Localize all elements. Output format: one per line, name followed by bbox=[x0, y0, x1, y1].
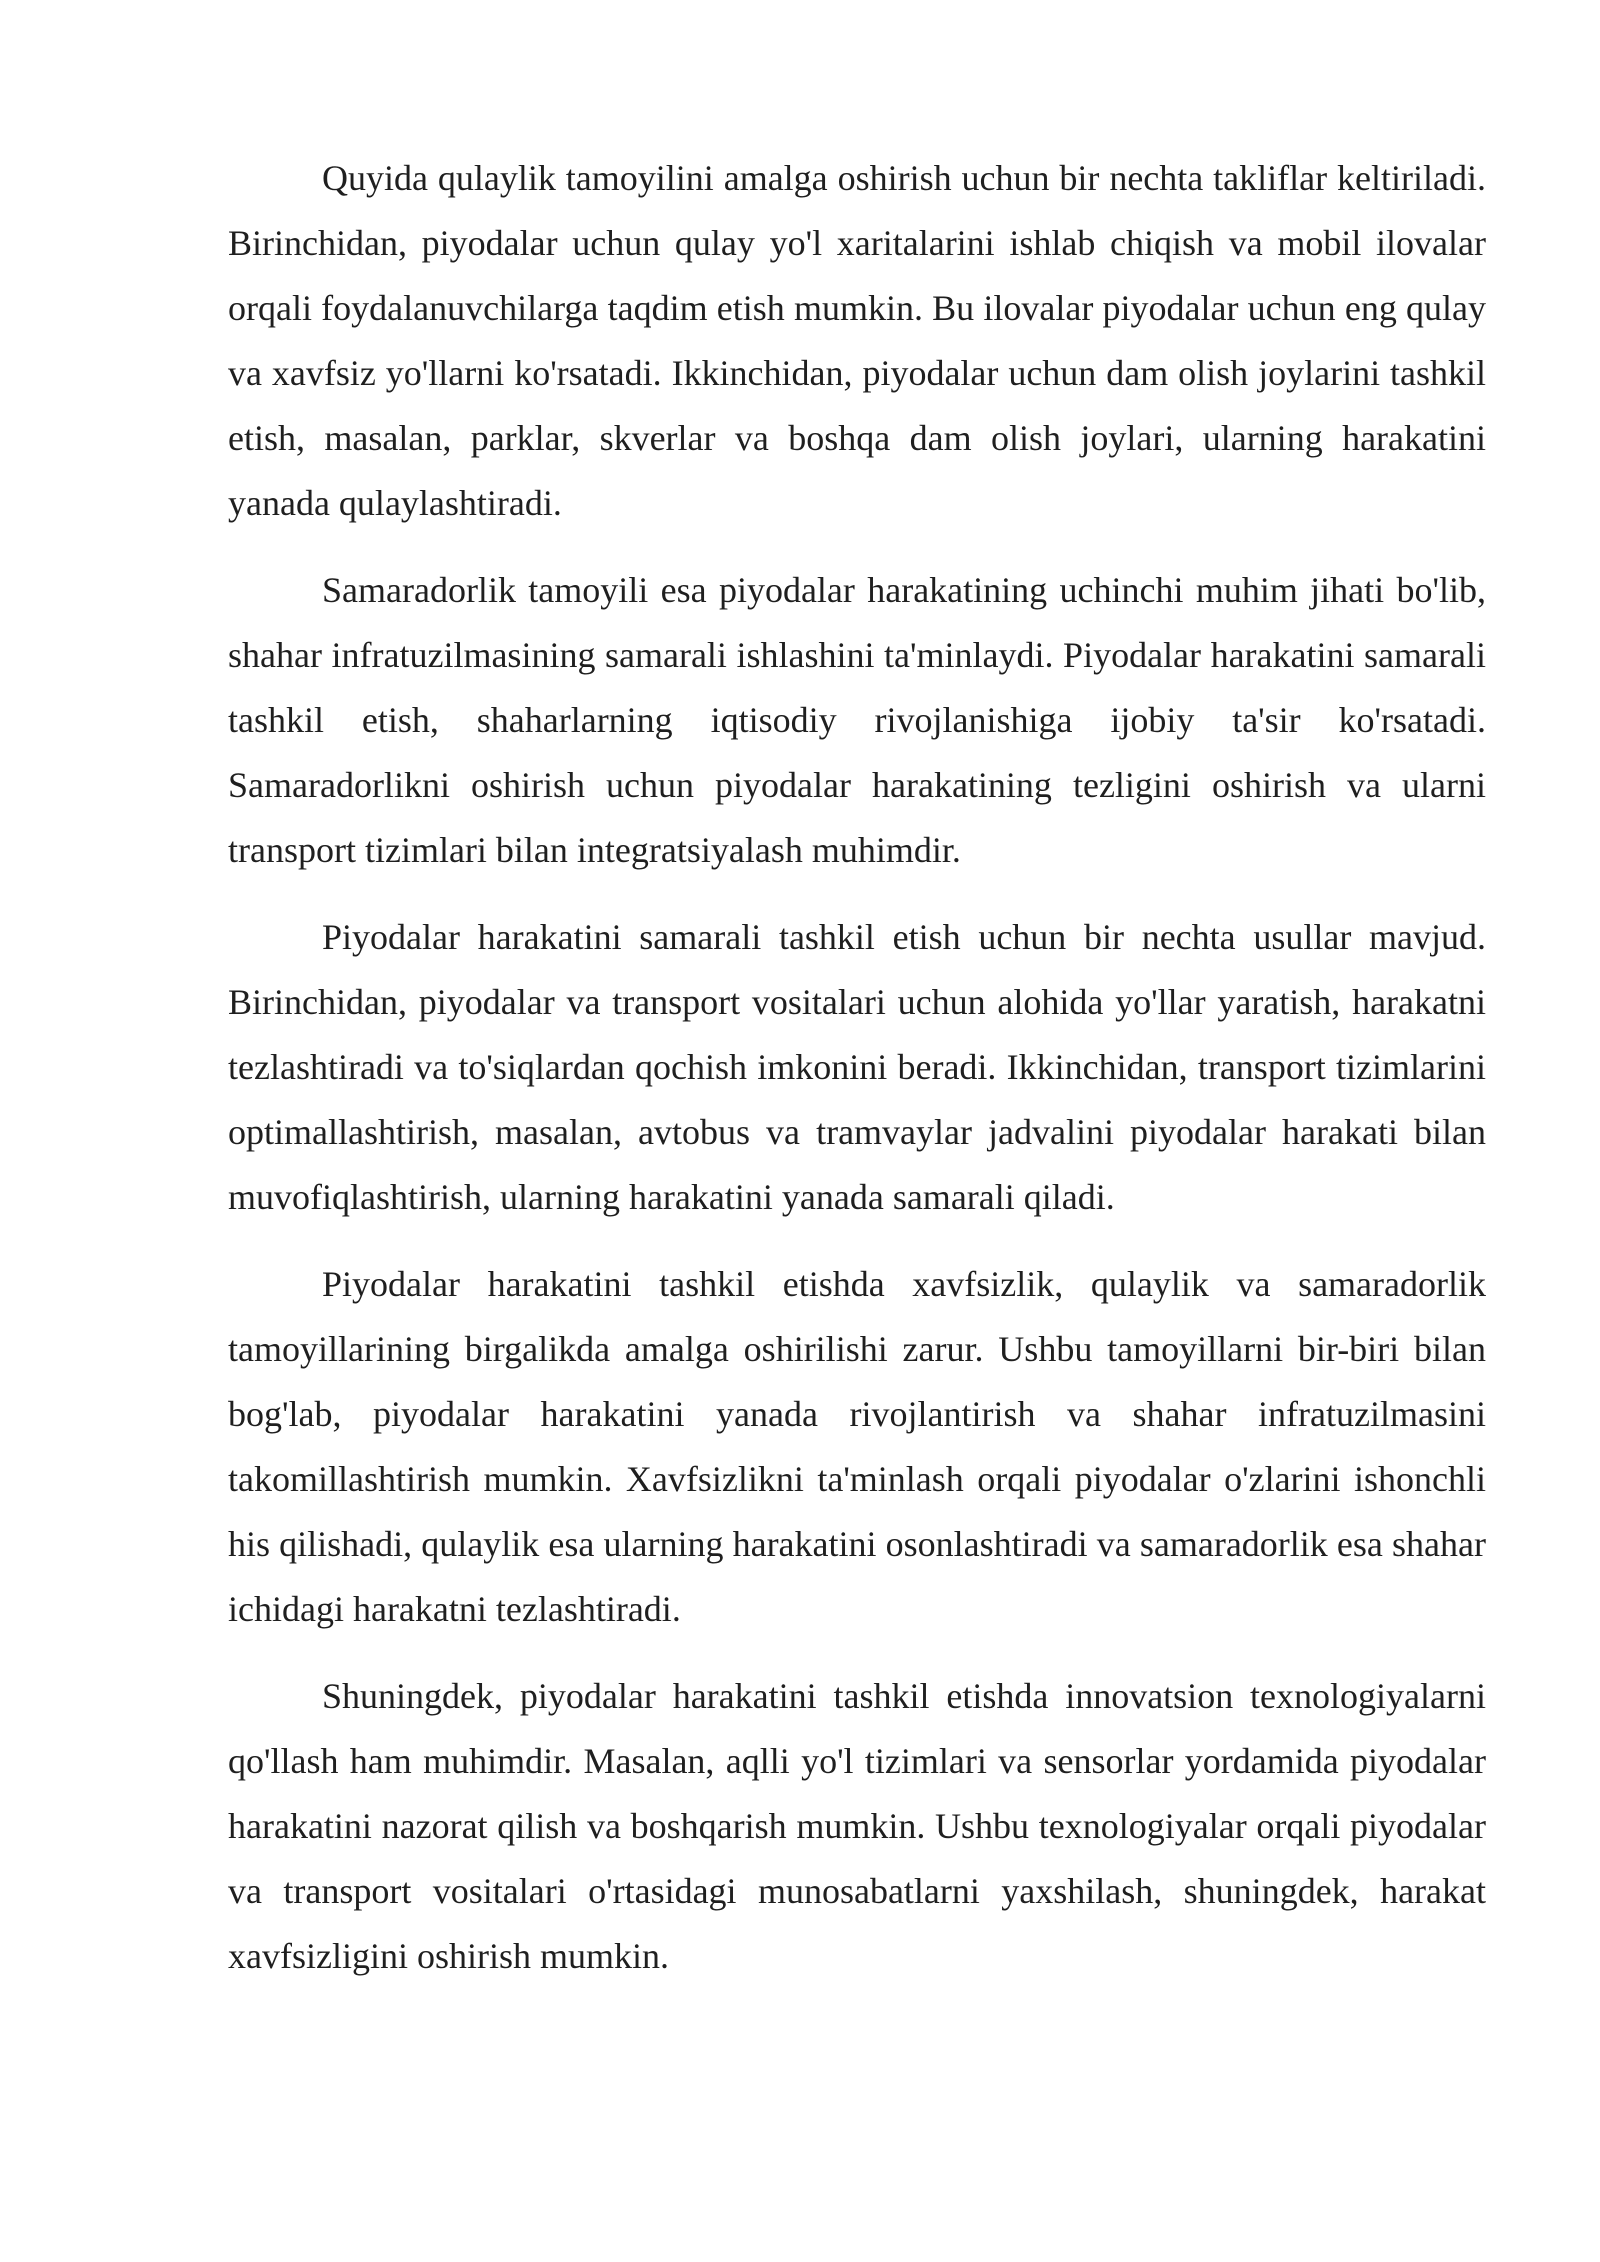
paragraph-5: Shuningdek, piyodalar harakatini tashkil etishda innovatsion texnologiyalarni qo'llash ham muhimdir. Masalan, aqlli yo'l tizimlari va sensorlar yordamida piyodalar harakatini nazorat qilish va boshqarish mumkin. Ushbu texnologiyalar orqali piyodalar va transport vositalari o'rtasidagi munosabatlarni yaxshilash, shuningdek, harakat xavfsizligini oshirish mumkin. bbox=[228, 1676, 1486, 1976]
paragraph-4: Piyodalar harakatini tashkil etishda xavfsizlik, qulaylik va samaradorlik tamoyillarining birgalikda amalga oshirilishi zarur. Ushbu tamoyillarni bir-biri bilan bog'lab, piyodalar harakatini yanada rivojlantirish va shahar infratuzilmasini takomillashtirish mumkin. Xavfsizlikni ta'minlash orqali piyodalar o'zlarini ishonchli his qilishadi, qulaylik esa ularning harakatini osonlashtiradi va samaradorlik esa shahar ichidagi harakatni tezlashtiradi. bbox=[228, 1264, 1486, 1629]
document-body bbox=[228, 146, 1486, 2011]
paragraph-2: Samaradorlik tamoyili esa piyodalar harakatining uchinchi muhim jihati bo'lib, shahar infratuzilmasining samarali ishlashini ta'minlaydi. Piyodalar harakatini samarali tashkil etish, shaharlarning iqtisodiy rivojlanishiga ijobiy ta'sir ko'rsatadi. Samaradorlikni oshirish uchun piyodalar harakatining tezligini oshirish va ularni transport tizimlari bilan integratsiyalash muhimdir. bbox=[228, 570, 1486, 870]
paragraph-1: Quyida qulaylik tamoyilini amalga oshirish uchun bir nechta takliflar keltiriladi. Birinchidan, piyodalar uchun qulay yo'l xaritalarini ishlab chiqish va mobil ilovalar orqali foydalanuvchilarga taqdim etish mumkin. Bu ilovalar piyodalar uchun eng qulay va xavfsiz yo'llarni ko'rsatadi. Ikkinchidan, piyodalar uchun dam olish joylarini tashkil etish, masalan, parklar, skverlar va boshqa dam olish joylari, ularning harakatini yanada qulaylashtiradi. bbox=[228, 158, 1486, 523]
paragraph-3: Piyodalar harakatini samarali tashkil etish uchun bir nechta usullar mavjud. Birinchidan, piyodalar va transport vositalari uchun alohida yo'llar yaratish, harakatni tezlashtiradi va to'siqlardan qochish imkonini beradi. Ikkinchidan, transport tizimlarini optimallashtirish, masalan, avtobus va tramvaylar jadvalini piyodalar harakati bilan muvofiqlashtirish, ularning harakatini yanada samarali qiladi. bbox=[228, 917, 1486, 1217]
